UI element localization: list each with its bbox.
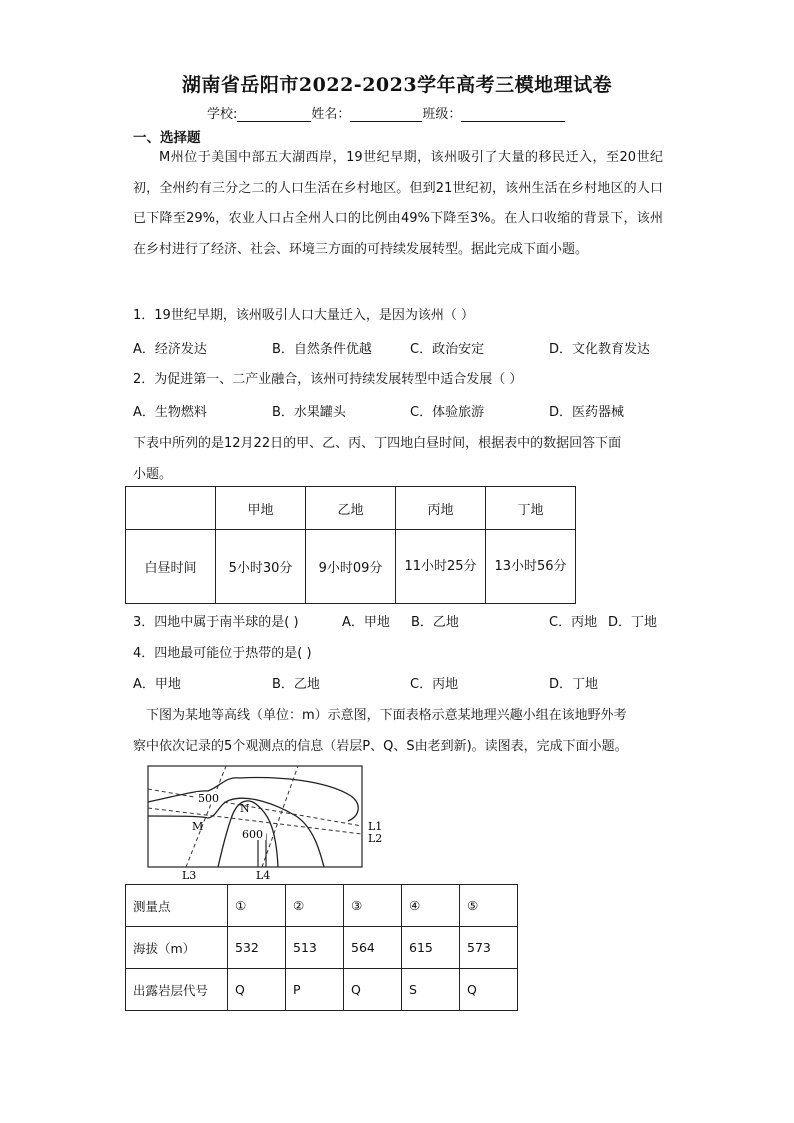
passage-2-line-2: 小题。	[133, 467, 173, 482]
question-3-stem: 3．四地中属于南半球的是( )	[133, 615, 299, 630]
q2-option-c[interactable]: C．体验旅游	[410, 405, 485, 420]
table-cell: ①	[228, 885, 286, 927]
passage-2-line-1: 下表中所列的是12月22日的甲、乙、丙、丁四地白昼时间，根据表中的数据回答下面	[133, 436, 622, 451]
q3-option-c[interactable]: C．丙地	[549, 615, 598, 630]
name-blank[interactable]	[350, 108, 422, 122]
table-cell: ⑤	[460, 885, 518, 927]
table-cell: Q	[344, 969, 402, 1011]
q4-option-b[interactable]: B．乙地	[272, 677, 320, 692]
daylight-table	[125, 486, 576, 604]
table-row	[126, 969, 518, 1011]
observation-table	[125, 884, 518, 1011]
passage-1: M州位于美国中部五大湖西岸，19世纪早期，该州吸引了大量的移民迁入，至20世纪初，全州约有三分之二的人口生活在乡村地区。但到21世纪初，该州生活在乡村地区的人口已下降至29%，农业人口占全州人口的比例由49%下降至3%。在人口收缩的背景下，该州在乡村进行了经济、社会、环境三方面的可持续发展转型。据此完成下面小题。	[133, 150, 663, 257]
section-heading: 一、选择题	[133, 130, 201, 146]
table-cell: 513	[286, 927, 344, 969]
passage-3-line-2: 察中依次记录的5个观测点的信息（岩层P、Q、S由老到新)。读图表，完成下面小题。	[133, 739, 628, 754]
table-row	[126, 927, 518, 969]
table-row-label: 海拔（m）	[126, 927, 228, 969]
table-row-label: 白昼时间	[126, 530, 216, 604]
q4-option-c[interactable]: C．丙地	[410, 677, 459, 692]
table-cell: 564	[344, 927, 402, 969]
table-header-cell: 甲地	[216, 487, 306, 530]
point-label-n: N	[240, 802, 250, 815]
table-cell: ③	[344, 885, 402, 927]
school-blank[interactable]	[237, 108, 311, 122]
q3-option-d[interactable]: D．丁地	[608, 615, 658, 630]
table-cell: Q	[460, 969, 518, 1011]
line-label-l3: L3	[182, 869, 197, 882]
question-4-stem: 4．四地最可能位于热带的是( )	[133, 646, 312, 661]
table-cell: P	[286, 969, 344, 1011]
q1-option-d[interactable]: D．文化教育发达	[549, 342, 651, 357]
table-cell: 573	[460, 927, 518, 969]
table-cell: 5小时30分	[216, 530, 306, 604]
name-label: 姓名：	[311, 107, 351, 122]
q3-option-a[interactable]: A．甲地	[342, 615, 390, 630]
table-cell: S	[402, 969, 460, 1011]
question-2-stem: 2．为促进第一、二产业融合，该州可持续发展转型中适合发展（ ）	[133, 372, 523, 387]
table-cell: ④	[402, 885, 460, 927]
class-blank[interactable]	[461, 108, 565, 122]
q1-option-c[interactable]: C．政治安定	[410, 342, 485, 357]
table-row-label: 出露岩层代号	[126, 969, 228, 1011]
point-label-m: M	[192, 820, 204, 833]
table-row-label: 测量点	[126, 885, 228, 927]
table-row	[126, 885, 518, 927]
q4-option-d[interactable]: D．丁地	[549, 677, 599, 692]
line-label-l1: L1	[368, 820, 383, 833]
q1-option-b[interactable]: B．自然条件优越	[272, 342, 372, 357]
contour-label-500: 500	[198, 792, 219, 805]
passage-3-line-1: 下图为某地等高线（单位：m）示意图，下面表格示意某地理兴趣小组在该地野外考	[146, 708, 627, 723]
q2-option-b[interactable]: B．水果罐头	[272, 405, 346, 420]
table-cell: 615	[402, 927, 460, 969]
page-title: 湖南省岳阳市2022-2023学年高考三模地理试卷	[181, 74, 613, 96]
contour-label-600: 600	[242, 828, 263, 841]
q1-option-a[interactable]: A．经济发达	[133, 342, 207, 357]
q2-option-a[interactable]: A．生物燃料	[133, 405, 207, 420]
table-header-cell	[126, 487, 216, 530]
school-label: 学校:	[207, 107, 238, 122]
table-header-cell: 丙地	[396, 487, 486, 530]
table-cell: ②	[286, 885, 344, 927]
q3-option-b[interactable]: B．乙地	[411, 615, 459, 630]
line-label-l4: L4	[256, 869, 271, 882]
table-cell: Q	[228, 969, 286, 1011]
q4-option-a[interactable]: A．甲地	[133, 677, 181, 692]
table-cell: 9小时09分	[306, 530, 396, 604]
table-cell: 532	[228, 927, 286, 969]
table-cell: 13小时56分	[486, 530, 576, 604]
table-cell: 11小时25分	[396, 530, 486, 604]
table-header-cell: 乙地	[306, 487, 396, 530]
q2-option-d[interactable]: D．医药器械	[549, 405, 625, 420]
student-info	[207, 103, 565, 122]
contour-map	[146, 764, 391, 882]
line-label-l2: L2	[368, 832, 383, 845]
question-1-stem: 1．19世纪早期，该州吸引人口大量迁入，是因为该州（ ）	[133, 308, 474, 323]
class-label: 班级：	[422, 107, 462, 122]
table-header-cell: 丁地	[486, 487, 576, 530]
table-header-row	[126, 487, 576, 530]
table-row	[126, 530, 576, 604]
